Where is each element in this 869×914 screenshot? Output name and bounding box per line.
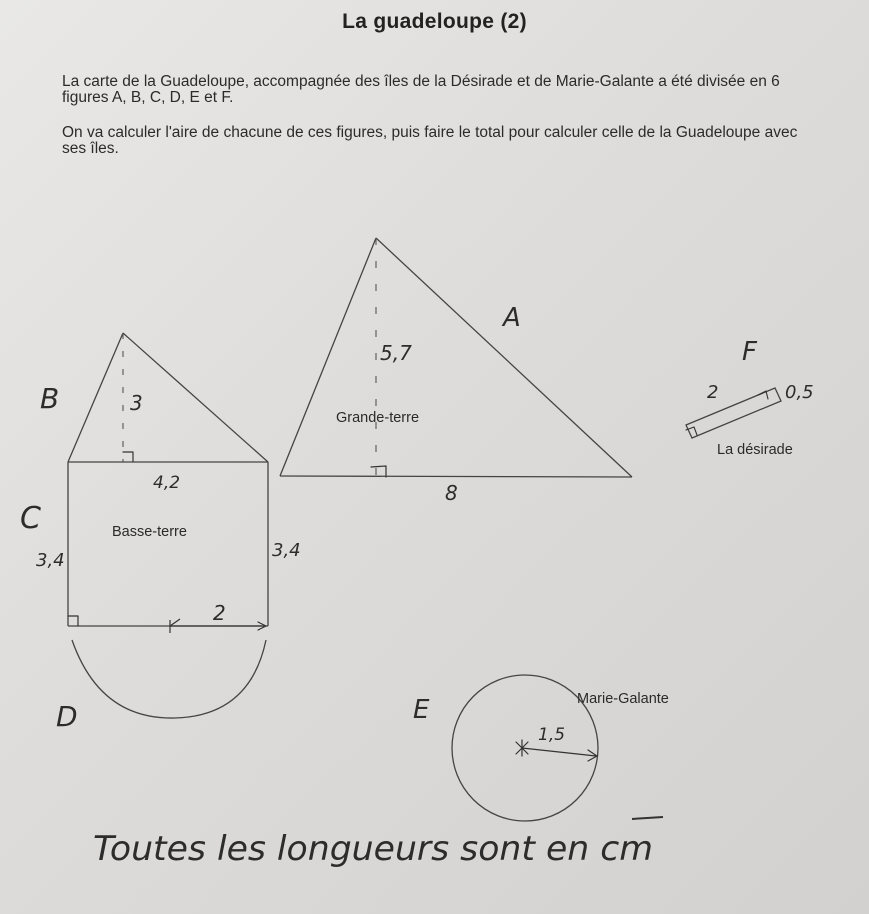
figure-e-radius-line <box>522 748 596 756</box>
figure-b-base-value: 4,2 <box>153 473 181 493</box>
basse-terre-label: Basse-terre <box>112 524 187 540</box>
figure-d-half-circle <box>72 619 266 718</box>
figure-e-radius-value: 1,5 <box>538 725 566 745</box>
figure-a-right-angle-mark <box>371 466 386 477</box>
figure-d-arc <box>72 640 266 718</box>
figure-b-right-side <box>123 333 268 462</box>
figure-a-triangle <box>280 238 632 477</box>
figure-b-triangle <box>68 333 268 462</box>
figure-c-right-angle-mark <box>68 616 78 626</box>
figure-b-letter: B <box>40 382 60 415</box>
figure-a-right-side <box>376 238 632 477</box>
intro-paragraph: La carte de la Guadeloupe, accompagnée des îles de la Désirade et de Marie-Galante a été divisée en 6 figures A, B, C, D, E et F. <box>62 73 780 106</box>
figure-f-rectangle <box>686 388 781 438</box>
figure-c-letter: C <box>20 501 41 536</box>
figure-d-letter: D <box>56 700 78 733</box>
figure-c-left-value: 3,4 <box>36 550 65 571</box>
figure-e-letter: E <box>413 695 430 725</box>
figure-f-length-value: 2 <box>707 382 719 403</box>
footer-handwritten-note: Toutes les longueurs sont en cm <box>93 829 653 869</box>
figure-a-base <box>280 476 632 477</box>
marie-galante-label: Marie-Galante <box>577 691 669 707</box>
page-title: La guadeloupe (2) <box>342 10 527 33</box>
figure-d-radius-value: 2 <box>213 601 226 625</box>
figure-a-base-value: 8 <box>445 481 458 505</box>
figure-a-left-side <box>280 238 376 476</box>
figure-a-height-value: 5,7 <box>380 341 412 365</box>
figure-b-height-value: 3 <box>130 391 143 415</box>
figure-f-letter: F <box>742 337 757 367</box>
la-desirade-label: La désirade <box>717 442 793 458</box>
figure-b-right-angle-mark <box>123 452 133 462</box>
grande-terre-label: Grande-terre <box>336 410 420 426</box>
figure-b-left-side <box>68 333 123 462</box>
figure-a-letter: A <box>503 303 521 333</box>
instruction-paragraph: On va calculer l'aire de chacune de ces figures, puis faire le total pour calculer celle de la Guadeloupe avec ses îles. <box>62 124 798 157</box>
figure-c-right-value: 3,4 <box>272 540 301 561</box>
figure-f-width-value: 0,5 <box>785 382 814 403</box>
footer-stroke-mark <box>632 817 663 819</box>
figure-d-center-tick <box>170 619 180 626</box>
